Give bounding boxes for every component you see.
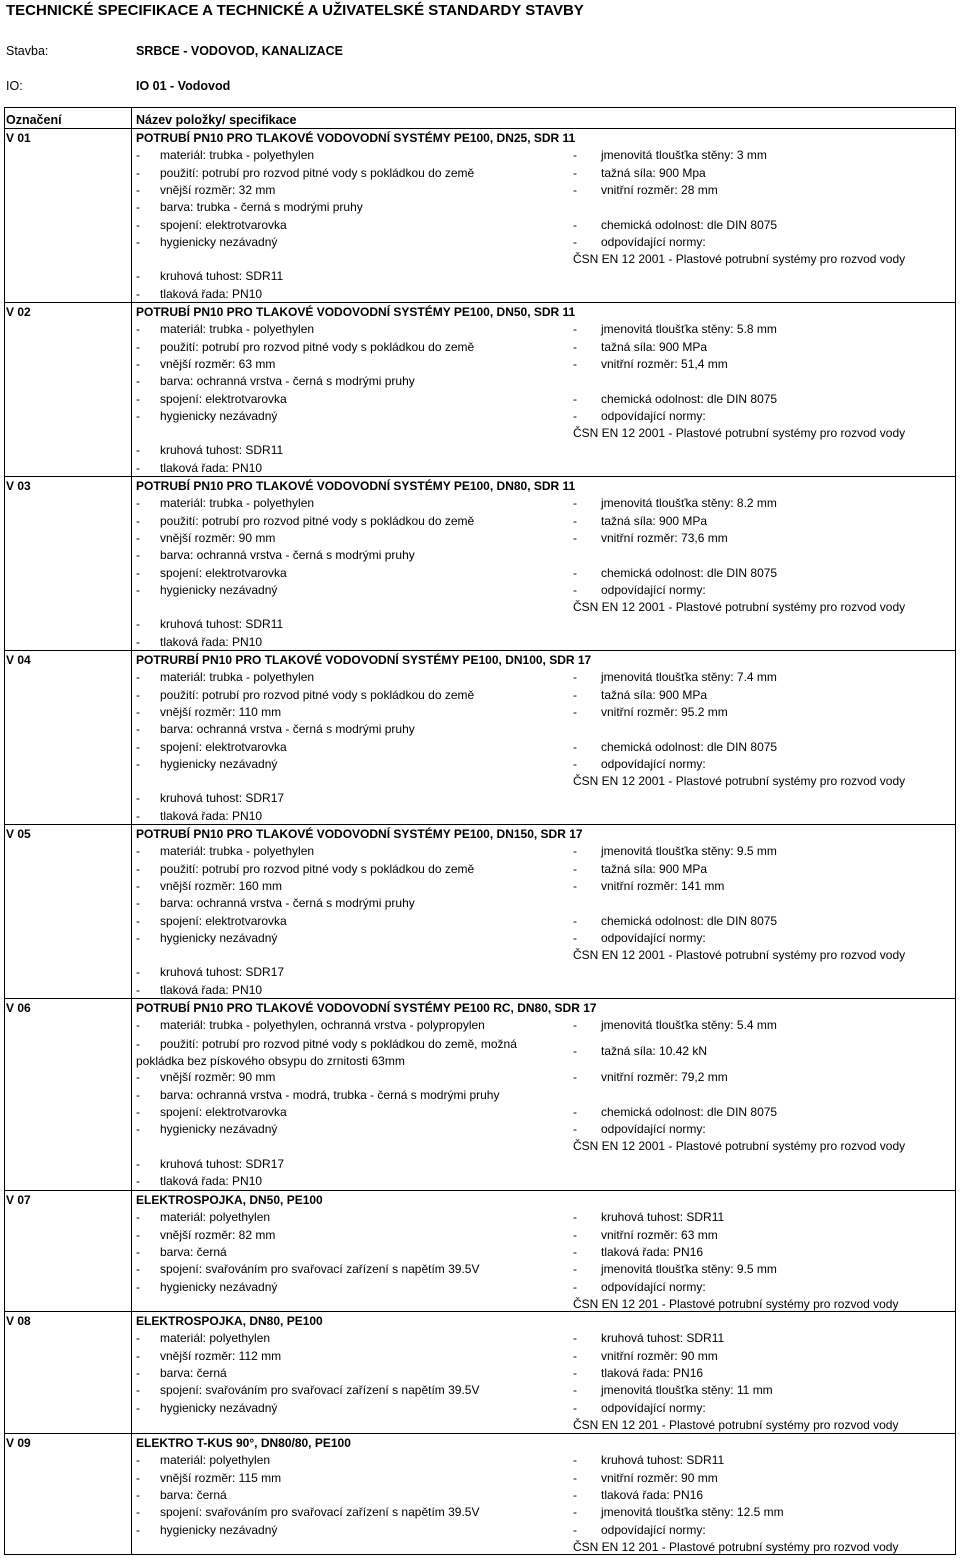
spec-left: - vnější rozměr: 82 mm <box>136 1227 276 1242</box>
spec-left: - vnější rozměr: 90 mm <box>136 530 276 545</box>
spec-left: - hygienicky nezávadný <box>136 930 278 945</box>
spec-right: - jmenovitá tloušťka stěny: 9.5 mm <box>573 844 777 859</box>
spec-right: - kruhová tuhost: SDR11 <box>573 1210 725 1225</box>
spec-left: - materiál: trubka - polyethylen <box>136 148 315 163</box>
spec-left: - spojení: elektrotvarovka <box>136 217 287 232</box>
spec-left: - materiál: trubka - polyethylen, ochranná vrstva - polypropylen <box>136 1018 485 1033</box>
spec-right: - jmenovitá tloušťka stěny: 8.2 mm <box>573 496 777 511</box>
item-code: V 07 <box>6 1193 31 1207</box>
column-header-name: Název položky/ specifikace <box>136 113 297 127</box>
norm-reference: ČSN EN 12 201 - Plastové potrubní systémy pro rozvod vody <box>573 1539 899 1554</box>
spec-left: - barva: ochranná vrstva - modrá, trubka - černá s modrými pruhy <box>136 1087 500 1102</box>
item-title: POTRURBÍ PN10 PRO TLAKOVÉ VODOVODNÍ SYSTÉMY PE100, DN100, SDR 17 <box>136 653 592 667</box>
stavba-label: Stavba: <box>6 44 49 58</box>
spec-left: - vnější rozměr: 90 mm <box>136 1070 276 1085</box>
spec-left: - barva: černá <box>136 1244 227 1259</box>
norm-reference: ČSN EN 12 2001 - Plastové potrubní systémy pro rozvod vody <box>573 948 906 963</box>
item-code: V 02 <box>6 305 31 319</box>
item-title: POTRUBÍ PN10 PRO TLAKOVÉ VODOVODNÍ SYSTÉMY PE100, DN25, SDR 11 <box>136 131 576 145</box>
spec-left: - tlaková řada: PN10 <box>136 808 263 823</box>
spec-left: - hygienicky nezávadný <box>136 1279 278 1294</box>
spec-left: - spojení: svařováním pro svařovací zařízení s napětím 39.5V <box>136 1505 480 1520</box>
spec-right: - jmenovitá tloušťka stěny: 3 mm <box>573 148 767 163</box>
spec-left: - tlaková řada: PN10 <box>136 1174 263 1188</box>
spec-left: - materiál: trubka - polyethylen <box>136 496 315 511</box>
item-title: ELEKTROSPOJKA, DN80, PE100 <box>136 1314 323 1328</box>
spec-left: - materiál: trubka - polyethylen <box>136 322 315 337</box>
spec-left: - spojení: elektrotvarovka <box>136 391 287 406</box>
spec-right: - odpovídající normy: <box>573 1400 706 1415</box>
norm-reference: ČSN EN 12 201 - Plastové potrubní systémy pro rozvod vody <box>573 1417 899 1432</box>
spec-left: - materiál: trubka - polyethylen <box>136 670 315 685</box>
spec-left: - vnější rozměr: 160 mm <box>136 878 283 893</box>
spec-left: - hygienicky nezávadný <box>136 1122 278 1137</box>
spec-right: - vnitřní rozměr: 79,2 mm <box>573 1070 728 1085</box>
spec-right: - tlaková řada: PN16 <box>573 1487 704 1502</box>
spec-left: - tlaková řada: PN10 <box>136 634 263 649</box>
spec-left: - materiál: polyethylen <box>136 1453 271 1468</box>
spec-left: - použití: potrubí pro rozvod pitné vody s pokládkou do země <box>136 687 475 702</box>
spec-left: - hygienicky nezávadný <box>136 756 278 771</box>
spec-left: - barva: ochranná vrstva - černá s modrými pruhy <box>136 548 415 563</box>
spec-left: - materiál: polyethylen <box>136 1331 271 1346</box>
spec-left: - použití: potrubí pro rozvod pitné vody s pokládkou do země <box>136 513 475 528</box>
spec-left: - spojení: elektrotvarovka <box>136 913 287 928</box>
spec-right: - chemická odolnost: dle DIN 8075 <box>573 1104 778 1119</box>
spec-right: - kruhová tuhost: SDR11 <box>573 1331 725 1346</box>
spec-right: - tažná síla: 900 Mpa <box>573 165 706 180</box>
item-code: V 06 <box>6 1001 31 1015</box>
document-title: TECHNICKÉ SPECIFIKACE A TECHNICKÉ A UŽIVATELSKÉ STANDARDY STAVBY <box>6 2 584 19</box>
spec-left: - hygienicky nezávadný <box>136 1522 278 1537</box>
norm-reference: ČSN EN 12 2001 - Plastové potrubní systémy pro rozvod vody <box>573 252 906 267</box>
spec-left: - barva: ochranná vrstva - černá s modrými pruhy <box>136 374 415 389</box>
spec-left: - vnější rozměr: 115 mm <box>136 1470 282 1485</box>
spec-left: - barva: trubka - černá s modrými pruhy <box>136 200 363 215</box>
spec-left: - barva: černá <box>136 1487 227 1502</box>
spec-right: - chemická odolnost: dle DIN 8075 <box>573 217 778 232</box>
spec-left: - vnější rozměr: 112 mm <box>136 1348 282 1363</box>
spec-right: - odpovídající normy: <box>573 1522 706 1537</box>
spec-right: - tlaková řada: PN16 <box>573 1244 704 1259</box>
spec-right: - jmenovitá tloušťka stěny: 5.4 mm <box>573 1018 777 1033</box>
spec-left: - použití: potrubí pro rozvod pitné vody s pokládkou do země, možná pokládka bez pískového obsypu do zrnitosti 63mm <box>136 1036 517 1068</box>
norm-reference: ČSN EN 12 2001 - Plastové potrubní systémy pro rozvod vody <box>573 1139 906 1154</box>
spec-left: - kruhová tuhost: SDR17 <box>136 791 285 806</box>
norm-reference: ČSN EN 12 2001 - Plastové potrubní systémy pro rozvod vody <box>573 426 906 441</box>
spec-right: - odpovídající normy: <box>573 1279 706 1294</box>
item-separator <box>4 1190 956 1191</box>
spec-right: - odpovídající normy: <box>573 1122 706 1137</box>
spec-left: - hygienicky nezávadný <box>136 1400 278 1415</box>
spec-right: - jmenovitá tloušťka stěny: 7.4 mm <box>573 670 777 685</box>
spec-left: - kruhová tuhost: SDR17 <box>136 965 285 980</box>
item-code: V 03 <box>6 479 31 493</box>
spec-right: - vnitřní rozměr: 28 mm <box>573 182 718 197</box>
spec-left: - hygienicky nezávadný <box>136 234 278 249</box>
spec-left: - tlaková řada: PN10 <box>136 460 263 475</box>
item-title: POTRUBÍ PN10 PRO TLAKOVÉ VODOVODNÍ SYSTÉMY PE100, DN80, SDR 11 <box>136 479 576 493</box>
spec-right: - vnitřní rozměr: 90 mm <box>573 1470 718 1485</box>
item-title: ELEKTRO T-KUS 90°, DN80/80, PE100 <box>136 1436 351 1450</box>
spec-left: - materiál: trubka - polyethylen <box>136 844 315 859</box>
spec-right: - tažná síla: 900 MPa <box>573 861 708 876</box>
spec-left: - barva: ochranná vrstva - černá s modrými pruhy <box>136 896 415 911</box>
item-code: V 09 <box>6 1436 31 1450</box>
spec-right: - jmenovitá tloušťka stěny: 9.5 mm <box>573 1262 777 1277</box>
spec-right: - jmenovitá tloušťka stěny: 11 mm <box>573 1383 773 1398</box>
spec-right: - chemická odolnost: dle DIN 8075 <box>573 391 778 406</box>
spec-left: - spojení: svařováním pro svařovací zařízení s napětím 39.5V <box>136 1262 480 1277</box>
spec-left: - hygienicky nezávadný <box>136 582 278 597</box>
spec-left: - kruhová tuhost: SDR11 <box>136 443 284 458</box>
norm-reference: ČSN EN 12 201 - Plastové potrubní systémy pro rozvod vody <box>573 1296 899 1311</box>
item-title: POTRUBÍ PN10 PRO TLAKOVÉ VODOVODNÍ SYSTÉMY PE100, DN50, SDR 11 <box>136 305 576 319</box>
stavba-value: SRBCE - VODOVOD, KANALIZACE <box>136 44 343 58</box>
item-code: V 01 <box>6 131 31 145</box>
spec-left: - kruhová tuhost: SDR11 <box>136 617 284 632</box>
item-title: POTRUBÍ PN10 PRO TLAKOVÉ VODOVODNÍ SYSTÉMY PE100 RC, DN80, SDR 17 <box>136 1001 597 1015</box>
spec-right: - kruhová tuhost: SDR11 <box>573 1453 725 1468</box>
item-code: V 05 <box>6 827 31 841</box>
spec-right: - chemická odolnost: dle DIN 8075 <box>573 565 778 580</box>
spec-right: - tažná síla: 10.42 kN <box>573 1044 708 1059</box>
spec-right: - odpovídající normy: <box>573 234 706 249</box>
spec-right: - vnitřní rozměr: 95.2 mm <box>573 704 728 719</box>
spec-right: - odpovídající normy: <box>573 756 706 771</box>
spec-right: - jmenovitá tloušťka stěny: 12.5 mm <box>573 1505 784 1520</box>
item-separator <box>4 998 956 999</box>
spec-left: - spojení: elektrotvarovka <box>136 565 287 580</box>
spec-right: - jmenovitá tloušťka stěny: 5.8 mm <box>573 322 777 337</box>
spec-left: - spojení: elektrotvarovka <box>136 1104 287 1119</box>
spec-left: - hygienicky nezávadný <box>136 408 278 423</box>
spec-left: - vnější rozměr: 32 mm <box>136 182 276 197</box>
spec-left: - spojení: svařováním pro svařovací zařízení s napětím 39.5V <box>136 1383 480 1398</box>
spec-right: - vnitřní rozměr: 141 mm <box>573 878 725 893</box>
spec-left: - tlaková řada: PN10 <box>136 982 263 997</box>
spec-right: - odpovídající normy: <box>573 930 706 945</box>
item-code: V 08 <box>6 1314 31 1328</box>
spec-right: - vnitřní rozměr: 51,4 mm <box>573 356 728 371</box>
norm-reference: ČSN EN 12 2001 - Plastové potrubní systémy pro rozvod vody <box>573 600 906 615</box>
column-header-code: Označení <box>6 113 62 127</box>
item-title: ELEKTROSPOJKA, DN50, PE100 <box>136 1193 323 1207</box>
spec-right: - tažná síla: 900 MPa <box>573 339 708 354</box>
spec-right: - vnitřní rozměr: 73,6 mm <box>573 530 728 545</box>
spec-left: - tlaková řada: PN10 <box>136 286 263 301</box>
item-separator <box>4 650 956 651</box>
spec-right: - vnitřní rozměr: 63 mm <box>573 1227 718 1242</box>
spec-right: - tažná síla: 900 MPa <box>573 687 708 702</box>
spec-right: - chemická odolnost: dle DIN 8075 <box>573 913 778 928</box>
spec-left: - barva: černá <box>136 1365 227 1380</box>
spec-left: - spojení: elektrotvarovka <box>136 739 287 754</box>
item-separator <box>4 476 956 477</box>
item-separator <box>4 824 956 825</box>
item-code: V 04 <box>6 653 31 667</box>
spec-left: - materiál: polyethylen <box>136 1210 271 1225</box>
io-label: IO: <box>6 79 23 93</box>
item-title: POTRUBÍ PN10 PRO TLAKOVÉ VODOVODNÍ SYSTÉMY PE100, DN150, SDR 17 <box>136 827 583 841</box>
spec-left: - kruhová tuhost: SDR11 <box>136 269 284 284</box>
item-separator <box>4 302 956 303</box>
spec-left: - kruhová tuhost: SDR17 <box>136 1156 285 1171</box>
spec-left: - použití: potrubí pro rozvod pitné vody s pokládkou do země <box>136 165 475 180</box>
spec-right: - tažná síla: 900 MPa <box>573 513 708 528</box>
spec-left: - barva: ochranná vrstva - černá s modrými pruhy <box>136 722 415 737</box>
spec-left: - vnější rozměr: 63 mm <box>136 356 276 371</box>
spec-right: - vnitřní rozměr: 90 mm <box>573 1348 718 1363</box>
spec-left: - použití: potrubí pro rozvod pitné vody s pokládkou do země <box>136 339 475 354</box>
spec-right: - odpovídající normy: <box>573 582 706 597</box>
spec-right: - tlaková řada: PN16 <box>573 1365 704 1380</box>
spec-left: - použití: potrubí pro rozvod pitné vody s pokládkou do země <box>136 861 475 876</box>
io-value: IO 01 - Vodovod <box>136 79 231 93</box>
item-separator <box>4 1433 956 1434</box>
spec-left: - vnější rozměr: 110 mm <box>136 704 282 719</box>
spec-right: - chemická odolnost: dle DIN 8075 <box>573 739 778 754</box>
spec-right: - odpovídající normy: <box>573 408 706 423</box>
norm-reference: ČSN EN 12 2001 - Plastové potrubní systémy pro rozvod vody <box>573 774 906 789</box>
item-separator <box>4 1311 956 1312</box>
